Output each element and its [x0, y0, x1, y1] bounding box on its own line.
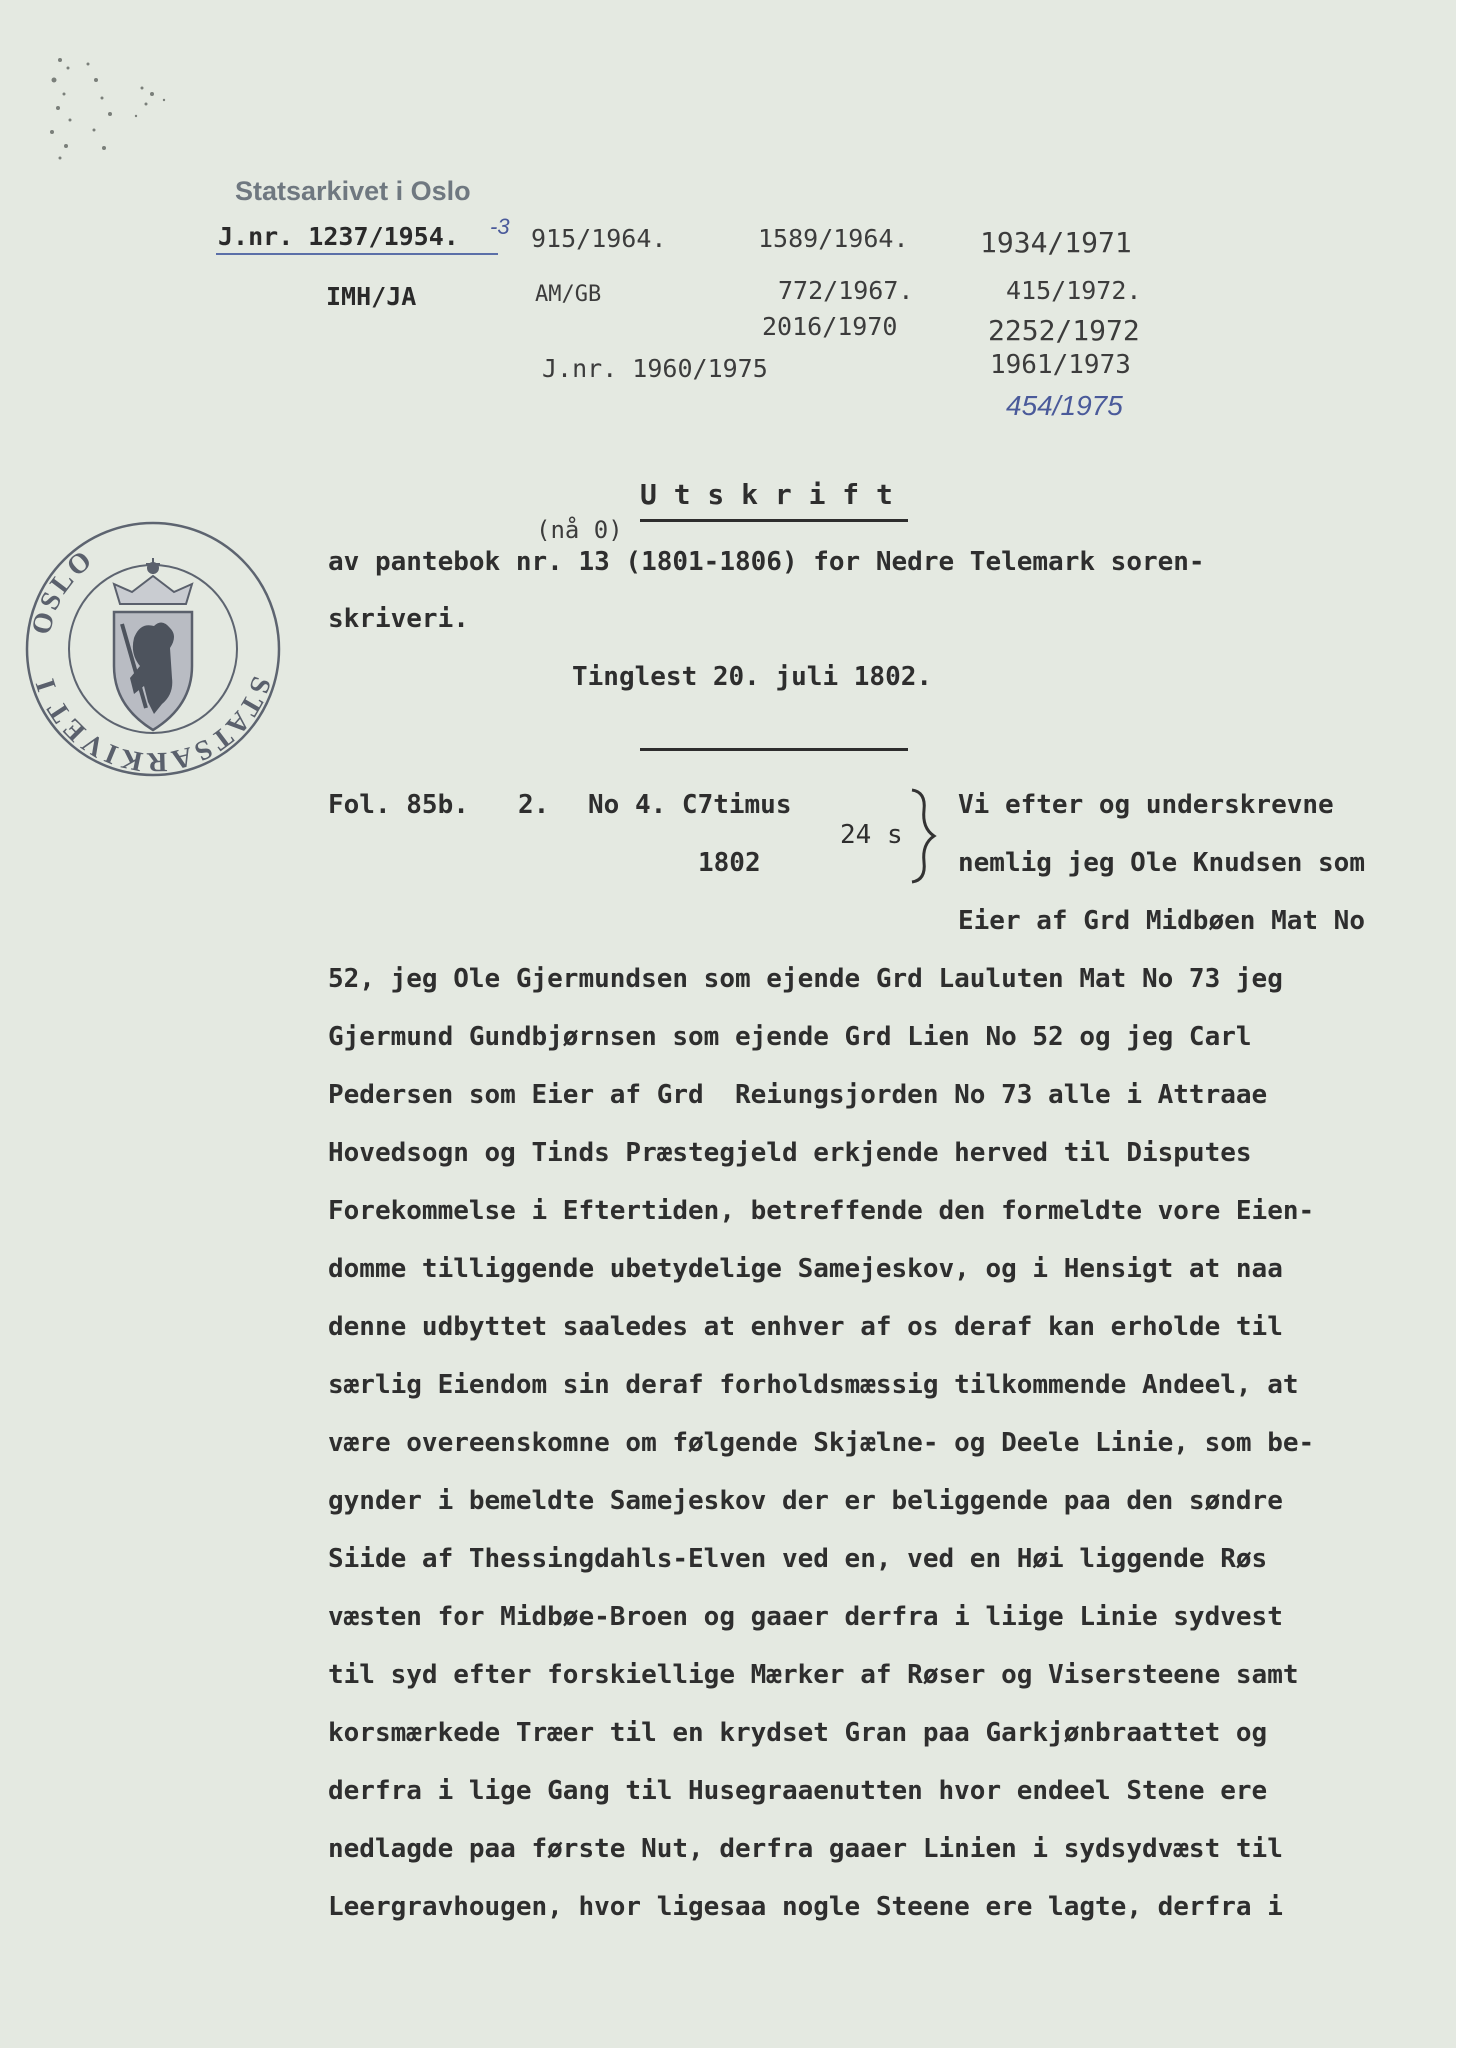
svg-text:OSLO [26, 543, 100, 637]
body-line-11: særlig Eiendom sin deraf forholdsmæssig tilkommende Andeel, at [328, 1370, 1299, 1400]
journal-number: J.nr. 1237/1954. [218, 222, 459, 251]
speckle-marks-icon [40, 50, 180, 170]
ref-1934-1971: 1934/1971 [980, 226, 1132, 259]
ref-2252-1972: 2252/1972 [988, 314, 1140, 347]
entry-folio: Fol. 85b. [328, 790, 469, 820]
body-line-16: til syd efter forskiellige Mærker af Røser og Visersteene samt [328, 1660, 1299, 1690]
entry-amount: 24 s [840, 820, 903, 850]
body-line-13: gynder i bemeldte Samejeskov der er beliggende paa den søndre [328, 1486, 1283, 1516]
body-line-20: Leergravhougen, hvor ligesaa nogle Steene ere lagte, derfra i [328, 1892, 1283, 1922]
body-line-17: korsmærkede Træer til en krydset Gran paa Garkjønbraattet og [328, 1718, 1268, 1748]
entry-no: No 4. C7timus [588, 790, 792, 820]
title-prefix: (nå 0) [536, 516, 623, 544]
ref-1961-1973: 1961/1973 [990, 350, 1131, 380]
ref-2016-1970: 2016/1970 [762, 312, 898, 341]
body-line-2: nemlig jeg Ole Knudsen som [958, 848, 1365, 878]
body-line-19: nedlagde paa første Nut, derfra gaaer Linien i sydsydvæst til [328, 1834, 1283, 1864]
entry-number: 2. [518, 790, 550, 820]
body-line-5: Gjermund Gundbjørnsen som ejende Grd Lien No 52 og jeg Carl [328, 1022, 1252, 1052]
seal-text-right: STATSARKIVET I [29, 672, 277, 778]
archive-seal-icon [22, 518, 284, 780]
document-title: U t s k r i f t [640, 478, 893, 511]
section-divider [640, 748, 908, 751]
entry-year: 1802 [698, 848, 761, 878]
entry-brace-icon [908, 786, 938, 886]
archive-stamp: Statsarkivet i Oslo [235, 176, 471, 206]
ref-915-1964: 915/1964. [531, 224, 667, 253]
body-line-7: Hovedsogn og Tinds Præstegjeld erkjende herved til Disputes [328, 1138, 1252, 1168]
body-line-12: være overeenskomne om følgende Skjælne- og Deele Linie, som be- [328, 1428, 1315, 1458]
ref-am-gb: AM/GB [535, 282, 602, 307]
heading-line-2: skriveri. [328, 604, 469, 634]
body-line-4: 52, jeg Ole Gjermundsen som ejende Grd Lauluten Mat No 73 jeg [328, 964, 1283, 994]
body-line-15: væsten for Midbøe-Broen og gaaer derfra i liige Linie sydvest [328, 1602, 1283, 1632]
body-line-3: Eier af Grd Midbøen Mat No [958, 906, 1365, 936]
body-line-1: Vi efter og underskrevne [958, 790, 1334, 820]
journal-suffix: -3 [490, 214, 510, 239]
initials: IMH/JA [326, 282, 417, 311]
ref-415-1972: 415/1972. [1006, 276, 1142, 305]
seal-text-left: OSLO [25, 543, 101, 638]
body-line-14: Siide af Thessingdahls-Elven ved en, ved en Høi liggende Røs [328, 1544, 1268, 1574]
handwritten-ref-454-1975: 454/1975 [1006, 390, 1123, 421]
scan-edge [1456, 0, 1477, 2048]
body-line-6: Pedersen som Eier af Grd Reiungsjorden No 73 alle i Attraae [328, 1080, 1268, 1110]
body-line-10: denne udbyttet saaledes at enhver af os deraf kan erholde til [328, 1312, 1283, 1342]
ref-jnr-1960-1975: J.nr. 1960/1975 [542, 354, 768, 383]
heading-line-1: av pantebok nr. 13 (1801-1806) for Nedre Telemark soren- [328, 547, 1205, 577]
ref-772-1967: 772/1967. [778, 276, 914, 305]
body-line-18: derfra i lige Gang til Husegraaenutten hvor endeel Stene ere [328, 1776, 1268, 1806]
body-line-9: domme tilliggende ubetydelige Samejeskov, og i Hensigt at naa [328, 1254, 1283, 1284]
title-underline [640, 519, 908, 522]
journal-underline [216, 253, 498, 255]
ref-1589-1964: 1589/1964. [758, 224, 909, 253]
tinglest-date: Tinglest 20. juli 1802. [572, 662, 933, 692]
body-line-8: Forekommelse i Eftertiden, betreffende den formeldte vore Eien- [328, 1196, 1315, 1226]
